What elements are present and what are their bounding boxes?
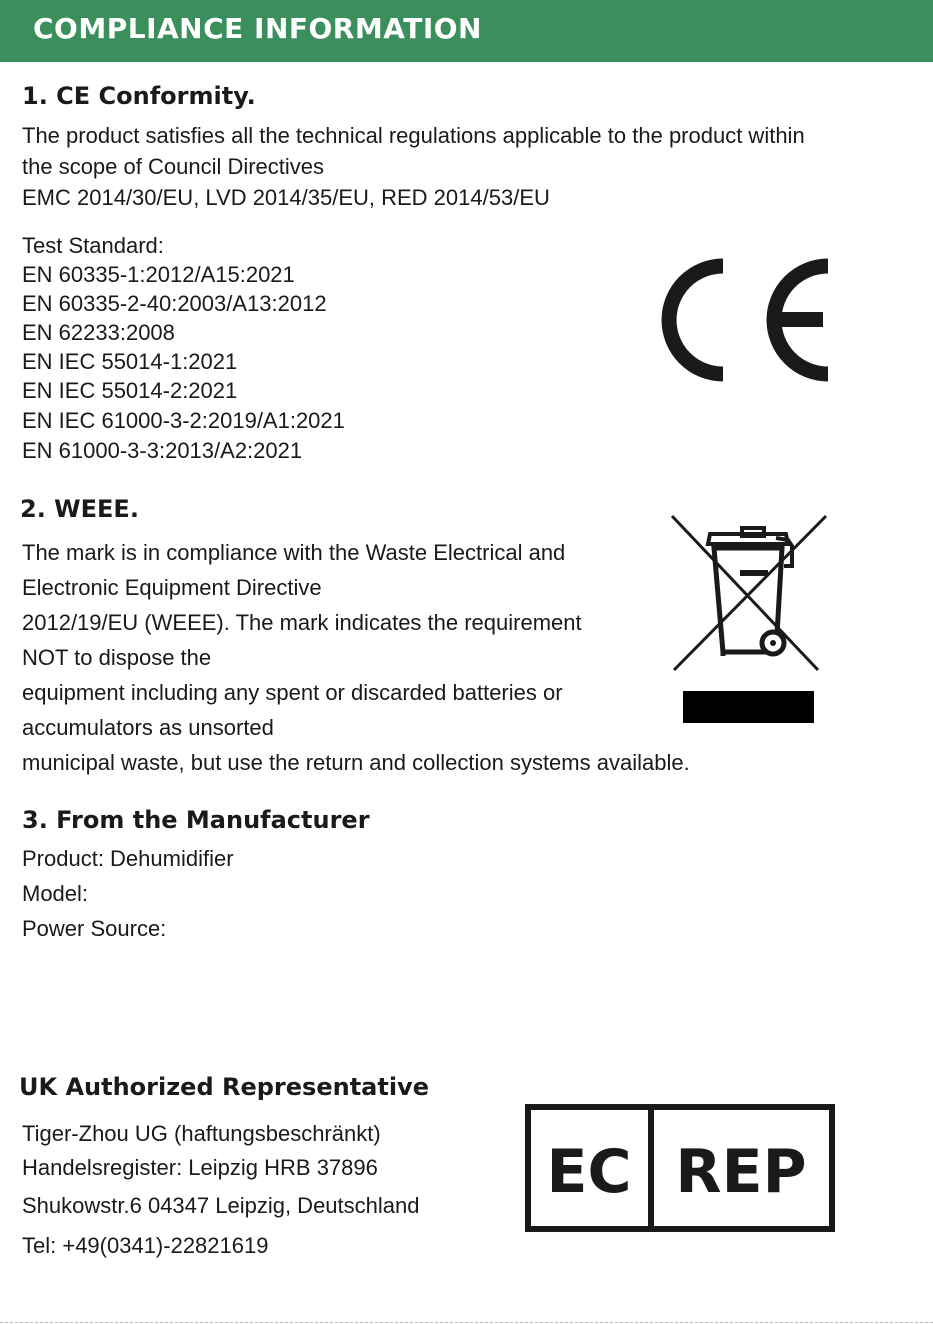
crossed-out-wheelie-bin-icon — [668, 512, 830, 726]
ce-text-line: EMC 2014/30/EU, LVD 2014/35/EU, RED 2014/53/EU — [22, 185, 550, 210]
weee-text-line: The mark is in compliance with the Waste Electrical and — [22, 540, 566, 565]
uk-rep-register: Handelsregister: Leipzig HRB 37896 — [22, 1155, 378, 1180]
test-standard-item: EN IEC 55014-1:2021 — [22, 349, 238, 374]
uk-rep-phone: Tel: +49(0341)-22821619 — [22, 1233, 269, 1258]
test-standard-item: EN 60335-2-40:2003/A13:2012 — [22, 291, 327, 316]
manufacturer-section-title: 3. From the Manufacturer — [22, 806, 370, 834]
test-standard-item: EN 61000-3-3:2013/A2:2021 — [22, 438, 303, 463]
ce-text-line: The product satisfies all the technical regulations applicable to the product within — [22, 123, 805, 148]
weee-text-line: municipal waste, but use the return and collection systems available. — [22, 750, 690, 775]
test-standard-heading: Test Standard: — [22, 233, 164, 258]
uk-rep-company: Tiger-Zhou UG (haftungsbeschränkt) — [22, 1121, 381, 1146]
test-standard-item: EN IEC 61000-3-2:2019/A1:2021 — [22, 408, 345, 433]
ce-mark-icon — [665, 258, 835, 382]
test-standard-item: EN IEC 55014-2:2021 — [22, 378, 238, 403]
ec-rep-logo — [525, 1104, 835, 1232]
weee-text-line: NOT to dispose the — [22, 645, 212, 670]
weee-text-line: accumulators as unsorted — [22, 715, 274, 740]
power-source-line: Power Source: — [22, 916, 167, 941]
test-standard-item: EN 60335-1:2012/A15:2021 — [22, 262, 295, 287]
model-line: Model: — [22, 881, 89, 906]
rep-text: REP — [675, 1137, 807, 1207]
product-line: Product: Dehumidifier — [22, 846, 234, 871]
weee-section-title: 2. WEEE. — [20, 495, 139, 523]
page-bottom-divider — [0, 1322, 933, 1323]
weee-text-line: Electronic Equipment Directive — [22, 575, 322, 600]
test-standard-item: EN 62233:2008 — [22, 320, 175, 345]
page-title: COMPLIANCE INFORMATION — [33, 12, 482, 45]
weee-text-line: equipment including any spent or discarded batteries or — [22, 680, 563, 705]
uk-rep-section-title: UK Authorized Representative — [19, 1073, 429, 1101]
weee-text-line: 2012/19/EU (WEEE). The mark indicates the requirement — [22, 610, 582, 635]
ec-text: EC — [546, 1137, 632, 1207]
uk-rep-address: Shukowstr.6 04347 Leipzig, Deutschland — [22, 1193, 420, 1218]
header-bar — [0, 0, 933, 62]
ce-section-title: 1. CE Conformity. — [22, 82, 256, 110]
ce-text-line: the scope of Council Directives — [22, 154, 325, 179]
